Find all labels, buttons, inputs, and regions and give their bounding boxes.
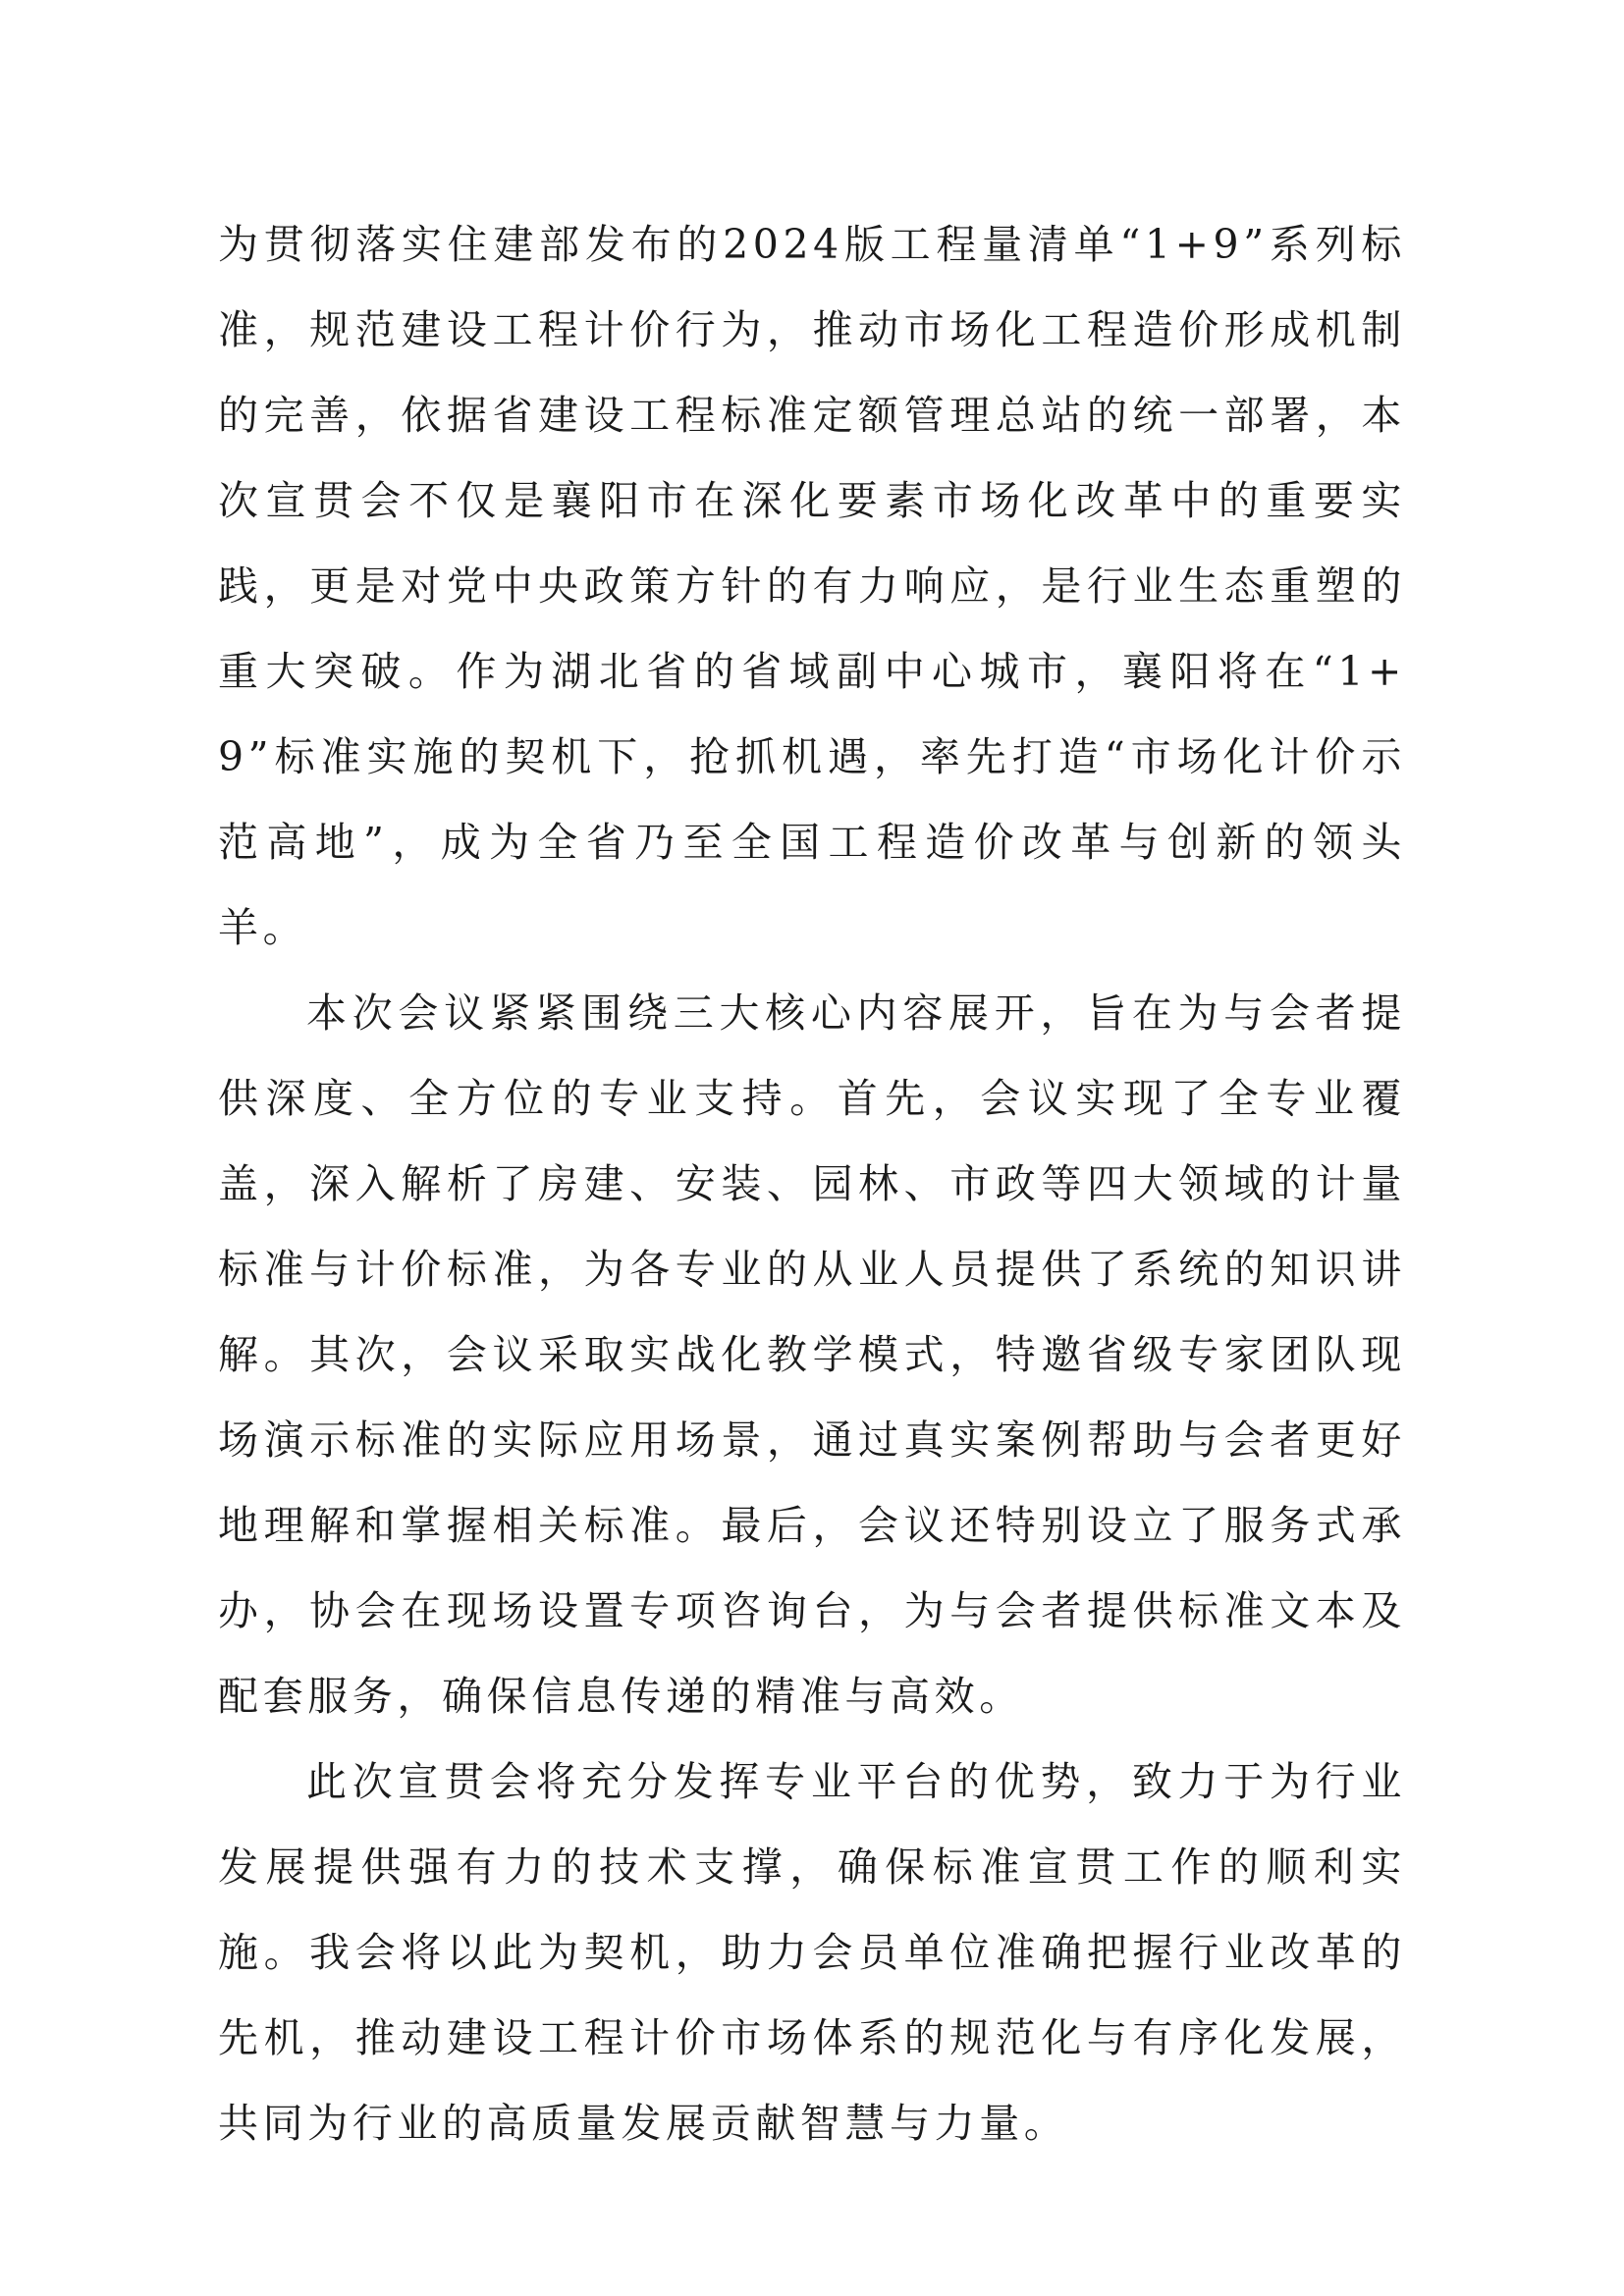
paragraph-3: 此次宣贯会将充分发挥专业平台的优势，致力于为行业发展提供强有力的技术支撑，确保标准宣贯工作的顺利实施。我会将以此为契机，助力会员单位准确把握行业改革的先机，推动建设工程计价市场体系的规范化与有序化发展，共同为行业的高质量发展贡献智慧与力量。 [218,1758,1406,2147]
paragraph-2: 本次会议紧紧围绕三大核心内容展开，旨在为与会者提供深度、全方位的专业支持。首先，会议实现了全专业覆盖，深入解析了房建、安装、园林、市政等四大领域的计量标准与计价标准，为各专业的从业人员提供了系统的知识讲解。其次，会议采取实战化教学模式，特邀省级专家团队现场演示标准的实际应用场景，通过真实案例帮助与会者更好地理解和掌握相关标准。最后，会议还特别设立了服务式承办，协会在现场设置专项咨询台，为与会者提供标准文本及配套服务，确保信息传递的精准与高效。 [218,989,1406,1720]
document-body [218,202,1406,2166]
paragraph-1: 为贯彻落实住建部发布的2024版工程量清单“1+9”系列标准，规范建设工程计价行为，推动市场化工程造价形成机制的完善，依据省建设工程标准定额管理总站的统一部署，本次宣贯会不仅是襄阳市在深化要素市场化改革中的重要实践，更是对党中央政策方针的有力响应，是行业生态重塑的重大突破。作为湖北省的省域副中心城市，襄阳将在“1+9”标准实施的契机下，抢抓机遇，率先打造“市场化计价示范高地”，成为全省乃至全国工程造价改革与创新的领头羊。 [218,221,1406,951]
